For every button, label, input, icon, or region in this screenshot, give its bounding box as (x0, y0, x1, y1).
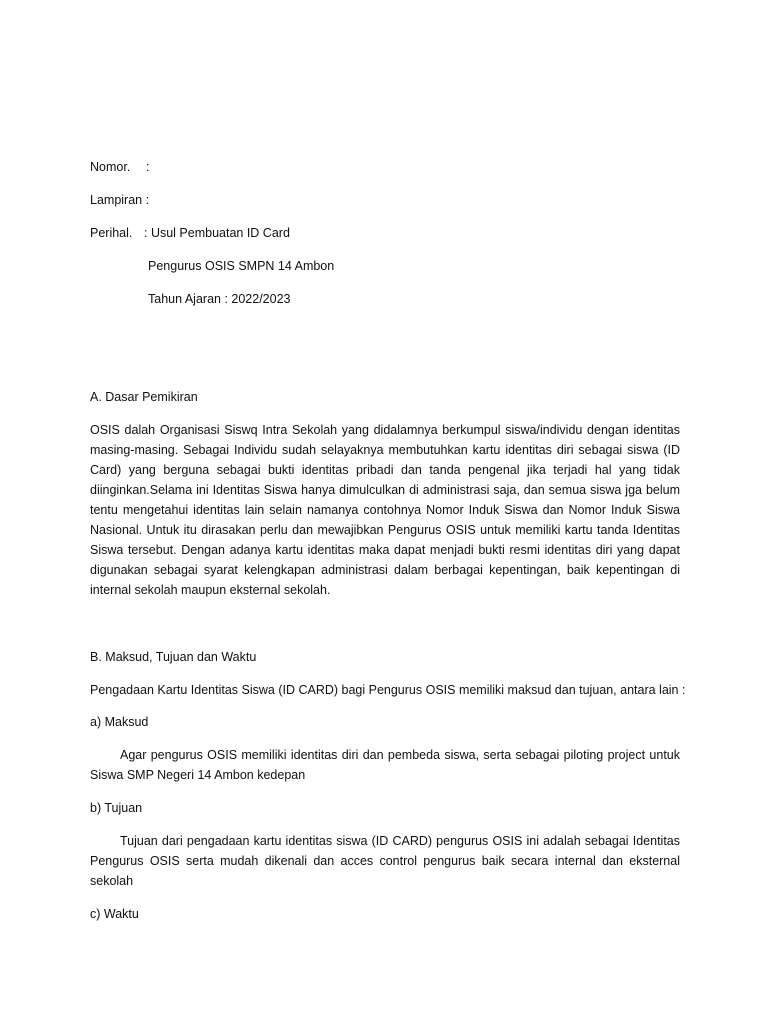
nomor-label: Nomor. (90, 160, 131, 174)
lampiran-line (90, 190, 149, 210)
section-a-paragraph: OSIS dalah Organisasi Siswq Intra Sekolah yang didalamnya berkumpul siswa/individu dengan identitas masing-masing. Sebagai Individu sudah selayaknya membutuhkan kartu identitas diri sebagai siswa (ID Card) yang berguna sebagai bukti identitas pribadi dan tanda pengenal jika terjadi hal yang tidak diinginkan.Selama ini Identitas Siswa hanya dimulculkan di administrasi saja, dan semua siswa jga belum tentu mengetahui identitas lain selain namanya contohnya Nomor Induk Siswa dan Nomor Induk Siswa Nasional. Untuk itu dirasakan perlu dan mewajibkan Pengurus OSIS untuk memiliki kartu tanda Identitas Siswa tersebut. Dengan adanya kartu identitas maka dapat menjadi bukti resmi identitas diri yang dapat digunakan sebagai syarat kelengkapan administrasi dalam berbagai kepentingan, baik kepentingan di internal sekolah maupun eksternal sekolah. (90, 423, 680, 597)
waktu-label: c) Waktu (90, 907, 139, 921)
perihal-label: Perihal. (90, 226, 133, 240)
nomor-separator: : (146, 160, 150, 174)
section-b-intro: Pengadaan Kartu Identitas Siswa (ID CARD) bagi Pengurus OSIS memiliki maksud dan tujuan, antara lain : (90, 683, 686, 697)
nomor-line (90, 157, 149, 177)
tujuan-text: Tujuan dari pengadaan kartu identitas siswa (ID CARD) pengurus OSIS ini adalah sebagai Identitas Pengurus OSIS serta mudah dikenali dan acces control pengurus baik secara internal dan eksternal sekolah (90, 834, 680, 888)
perihal-value: : Usul Pembuatan ID Card (144, 226, 290, 240)
perihal-line-2: Pengurus OSIS SMPN 14 Ambon (148, 259, 335, 273)
section-a-heading: A. Dasar Pemikiran (90, 390, 198, 404)
section-b-heading: B. Maksud, Tujuan dan Waktu (90, 650, 257, 664)
maksud-text: Agar pengurus OSIS memiliki identitas diri dan pembeda siswa, serta sebagai piloting project untuk Siswa SMP Negeri 14 Ambon kedepan (90, 748, 680, 782)
lampiran-label: Lampiran : (90, 193, 150, 207)
perihal-line (90, 223, 290, 243)
maksud-label: a) Maksud (90, 715, 149, 729)
tujuan-label: b) Tujuan (90, 801, 143, 815)
perihal-line-3: Tahun Ajaran : 2022/2023 (148, 292, 291, 306)
